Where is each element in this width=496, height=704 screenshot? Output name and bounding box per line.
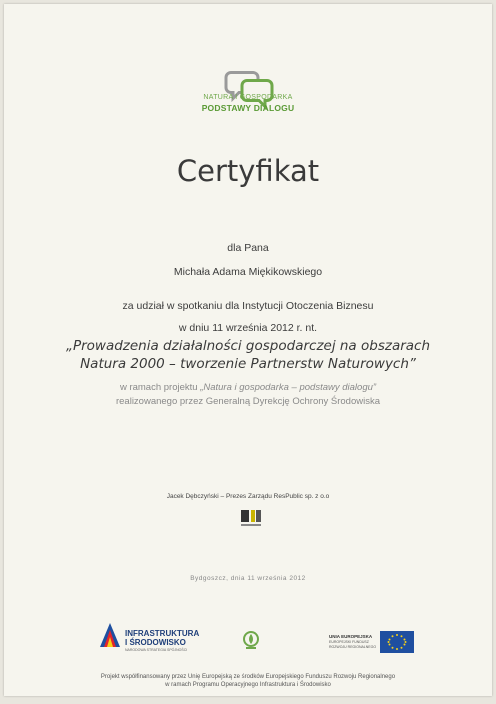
event-date: w dniu 11 września 2012 r. nt. <box>178 322 318 334</box>
respublic-logo-icon <box>240 509 262 527</box>
funding-note-line2: w ramach Programu Operacyjnego Infrastruktura i Środowisko <box>165 682 331 688</box>
implemented-by: realizowanego przez Generalną Dyrekcję Ochrony Środowiska <box>115 396 380 407</box>
topic-line1: „Prowadzenia działalności gospodarczej na obszarach <box>65 338 431 354</box>
project-line <box>4 382 492 393</box>
eu-sub1: EUROPEJSKI FUNDUSZ <box>329 640 369 644</box>
certificate-title: Certyfikat <box>176 154 320 188</box>
eu-flag-icon <box>380 631 414 653</box>
place-date: Bydgoszcz, dnia 11 września 2012 <box>190 575 306 582</box>
topic-line2: Natura 2000 – tworzenie Partnerstw Naturowych” <box>80 356 416 372</box>
reason-text: za udział w spotkaniu dla Instytucji Otoczenia Biznesu <box>122 300 374 312</box>
recipient-prefix: dla Pana <box>227 242 269 254</box>
recipient-name: Michała Adama Miękikowskiego <box>173 266 323 278</box>
project-name: „Natura i gospodarka – podstawy dialogu” <box>200 382 377 393</box>
infrastructure-logo-icon <box>99 622 121 648</box>
infra-line2: I ŚRODOWISKO <box>125 638 186 647</box>
certificate-page <box>4 4 492 696</box>
logo-line2: PODSTAWY DIALOGU <box>201 103 295 113</box>
funding-note-line1: Projekt współfinansowany przez Unię Europejską ze środków Europejskiego Funduszu Rozwoju Regionalnego <box>100 674 396 680</box>
eu-sub2: ROZWOJU REGIONALNEGO <box>329 645 377 649</box>
logo-line1: NATURA I GOSPODARKA <box>203 94 293 101</box>
infra-line1: INFRASTRUKTURA <box>125 629 200 638</box>
leaf-logo-icon <box>242 630 260 650</box>
eu-title: UNIA EUROPEJSKA <box>329 634 373 639</box>
project-prefix: w ramach projektu <box>119 382 201 393</box>
signature-line: Jacek Dębczyński – Prezes Zarządu ResPublic sp. z o.o <box>166 493 330 500</box>
infra-sub: NARODOWA STRATEGIA SPÓJNOŚCI <box>125 648 188 652</box>
